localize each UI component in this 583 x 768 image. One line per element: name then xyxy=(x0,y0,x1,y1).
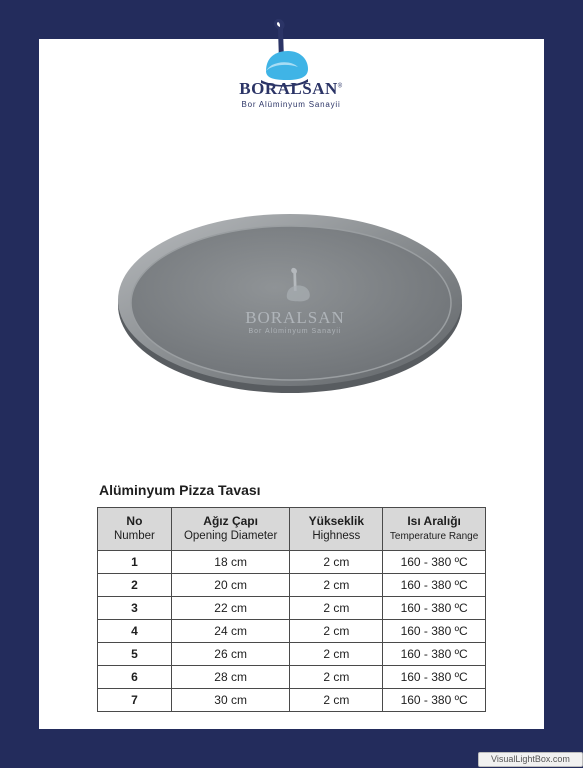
cell-temperature: 160 - 380 ºC xyxy=(383,574,486,597)
cell-number: 2 xyxy=(98,574,172,597)
cell-number: 1 xyxy=(98,551,172,574)
table-header-row xyxy=(98,508,486,551)
table-row xyxy=(98,643,486,666)
brand-name: BORALSAN® xyxy=(239,79,343,98)
column-header-temperature: Isı Aralığı Temperature Range xyxy=(383,508,486,551)
cell-number: 5 xyxy=(98,643,172,666)
cell-number: 7 xyxy=(98,689,172,712)
watermark-logo-icon xyxy=(278,264,312,308)
spec-table xyxy=(97,507,486,712)
watermark-tagline: Bor Alüminyum Sanayii xyxy=(248,328,342,335)
cell-diameter: 22 cm xyxy=(171,597,290,620)
cell-number: 4 xyxy=(98,620,172,643)
table-row xyxy=(98,689,486,712)
cell-temperature: 160 - 380 ºC xyxy=(383,597,486,620)
watermark-brand: BORALSAN xyxy=(245,308,345,327)
footer-badge-link[interactable]: VisualLightBox.com xyxy=(478,752,583,767)
cell-height: 2 cm xyxy=(290,689,383,712)
cell-height: 2 cm xyxy=(290,551,383,574)
table-row xyxy=(98,574,486,597)
table-row xyxy=(98,551,486,574)
cell-temperature: 160 - 380 ºC xyxy=(383,666,486,689)
column-header-height: Yükseklik Highness xyxy=(290,508,383,551)
brand-tagline: Bor Alüminyum Sanayii xyxy=(241,100,341,109)
table-row xyxy=(98,620,486,643)
cell-height: 2 cm xyxy=(290,597,383,620)
cell-number: 6 xyxy=(98,666,172,689)
cell-height: 2 cm xyxy=(290,574,383,597)
table-row xyxy=(98,666,486,689)
cell-temperature: 160 - 380 ºC xyxy=(383,551,486,574)
cell-height: 2 cm xyxy=(290,620,383,643)
table-row xyxy=(98,597,486,620)
column-header-number: No Number xyxy=(98,508,172,551)
cell-height: 2 cm xyxy=(290,666,383,689)
cell-height: 2 cm xyxy=(290,643,383,666)
cell-diameter: 28 cm xyxy=(171,666,290,689)
cell-temperature: 160 - 380 ºC xyxy=(383,689,486,712)
boralsan-logo-icon xyxy=(250,17,312,87)
cell-temperature: 160 - 380 ºC xyxy=(383,620,486,643)
product-title: Alüminyum Pizza Tavası xyxy=(99,482,261,498)
cell-diameter: 24 cm xyxy=(171,620,290,643)
cell-diameter: 26 cm xyxy=(171,643,290,666)
cell-diameter: 30 cm xyxy=(171,689,290,712)
column-header-diameter: Ağız Çapı Opening Diameter xyxy=(171,508,290,551)
cell-temperature: 160 - 380 ºC xyxy=(383,643,486,666)
cell-number: 3 xyxy=(98,597,172,620)
cell-diameter: 18 cm xyxy=(171,551,290,574)
cell-diameter: 20 cm xyxy=(171,574,290,597)
